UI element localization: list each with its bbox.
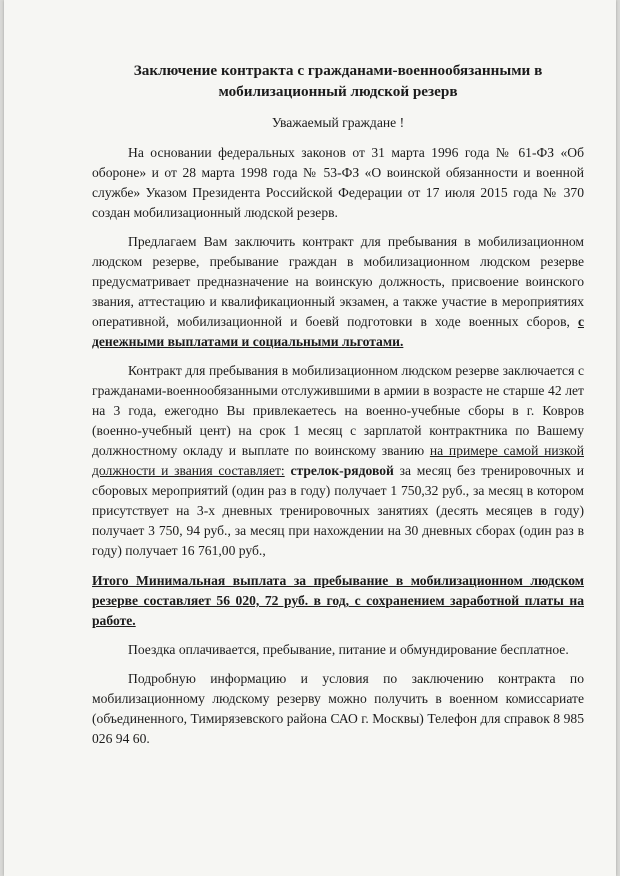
contract-terms-text: Контракт для пребывания в мобилизационном людском резерве заключается с гражданами-военнообязанными отслужившими в армии в возрасте не старше 42 лет на 3 года, ежегодно Вы привлекаетесь на военно-учебные сборы в г. Ковров (военно-учебный цент) на срок 1 месяц с зарплатой контрактника по Вашему должностному окладу и выплате по воинскому званию bbox=[92, 363, 584, 458]
paragraph-contact-info: Подробную информацию и условия по заключению контракта по мобилизационному людскому резерву можно получить в военном комиссариате (объединенного, Тимирязевского района САО г. Москвы) Телефон для справок 8 985 026 94 60. bbox=[92, 671, 584, 746]
paragraph-offer-highlight: с денежными выплатами и социальными льготами. bbox=[92, 314, 584, 349]
paragraph-offer bbox=[92, 232, 584, 352]
summary-total-payment: Итого Минимальная выплата за пребывание в мобилизационном людском резерве составляет 56 020, 72 руб. в год, с сохранением заработной платы на работе. bbox=[92, 573, 584, 628]
paragraph-legal-basis: На основании федеральных законов от 31 марта 1996 года № 61-ФЗ «Об обороне» и от 28 марта 1998 года № 53-ФЗ «О воинской обязанности и военной службе» Указом Президента Российской Федерации от 17 июля 2015 года № 370 создан мобилизационный людской резерв. bbox=[92, 145, 584, 220]
paragraph-contract-terms bbox=[92, 361, 584, 561]
greeting: Уважаемый граждане ! bbox=[271, 115, 405, 130]
document-title: Заключение контракта с гражданами-военнообязанными в мобилизационный людской резерв bbox=[133, 62, 543, 100]
document-page bbox=[4, 0, 616, 876]
paragraph-offer-text: Предлагаем Вам заключить контракт для пребывания в мобилизационном людском резерве, пребывание граждан в мобилизационном людском резерве предусматривает предназначение на воинскую должность, присвоение воинского звания, аттестацию и квалификационный экзамен, а также участие в мероприятиях оперативной, мобилизационной и боевй подготовки в ходе военных сборов, bbox=[92, 234, 584, 329]
document-content bbox=[92, 60, 584, 758]
contract-terms-payments: за месяц без тренировочных и сборовых мероприятий (один раз в году) получает 1 750,32 руб., за месяц в котором присутствует на 3-х дневных тренировочных занятиях (десять месяцев в году) получает 3 750, 94 руб., за месяц при нахождении на 30 дневных сборах (один раз в году) получает 16 761,00 руб., bbox=[92, 463, 584, 558]
contract-terms-rank: стрелок-рядовой bbox=[290, 463, 394, 478]
paragraph-travel: Поездка оплачивается, пребывание, питание и обмундирование бесплатное. bbox=[128, 642, 569, 657]
contract-terms-underlined: на примере самой низкой должности и звания составляет: bbox=[92, 443, 584, 478]
